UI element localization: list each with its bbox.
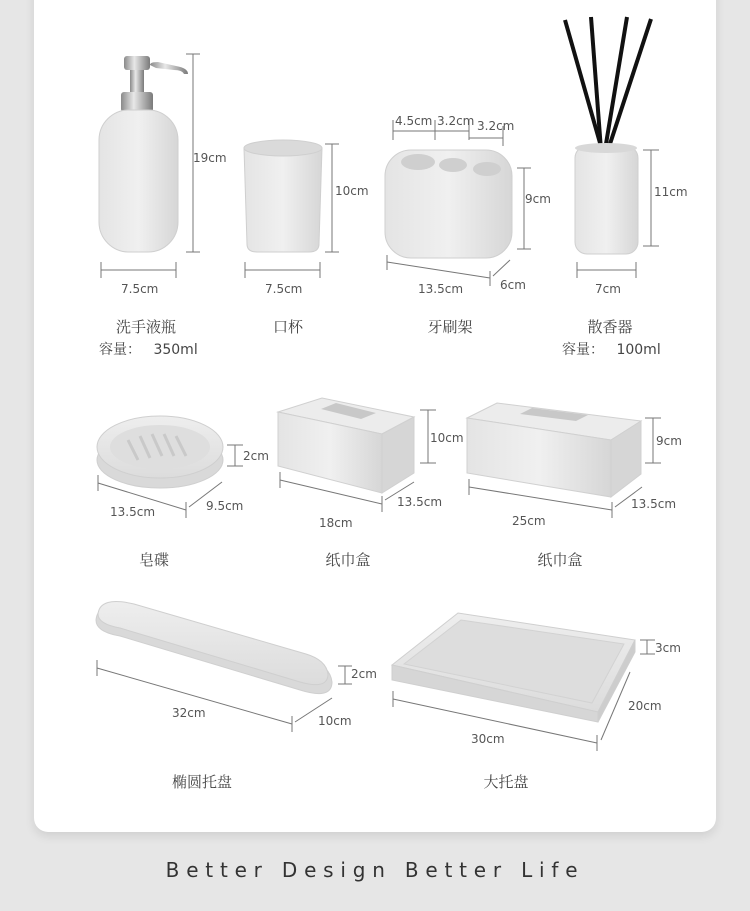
dispenser-width-label: 7.5cm: [121, 282, 159, 296]
tissue-small-length-label: 18cm: [319, 516, 353, 530]
oval-tray-depth-label: 10cm: [318, 714, 352, 728]
slogan: Better Design Better Life: [165, 858, 585, 882]
cup-width-label: 7.5cm: [265, 282, 303, 296]
holder-depth-label: 6cm: [500, 278, 526, 292]
soap-dish-length-label: 13.5cm: [110, 505, 156, 519]
holder-hole1-label: 4.5cm: [395, 114, 433, 128]
large-tray-height-label: 3cm: [655, 641, 681, 655]
toothbrush-holder: [385, 150, 512, 258]
dispenser-height-label: 19cm: [193, 151, 227, 165]
holder-length-label: 13.5cm: [418, 282, 464, 296]
tissue-box-large: [467, 403, 641, 497]
capacity-value: 350ml: [153, 342, 198, 358]
diffuser-capacity: [562, 341, 661, 359]
diffuser-height-label: 11cm: [654, 185, 688, 199]
tissue-box-small: [278, 398, 414, 493]
product-name-toothbrush-holder: 牙刷架: [427, 318, 473, 336]
product-name-cup: 口杯: [272, 318, 303, 336]
capacity-label: 容量：: [562, 342, 604, 358]
tissue-large-depth-label: 13.5cm: [631, 497, 677, 511]
oval-tray-length-label: 32cm: [172, 706, 206, 720]
cup: [244, 140, 322, 252]
soap-dish: [97, 416, 223, 488]
holder-hole2-label: 3.2cm: [437, 114, 475, 128]
reed-diffuser: [565, 17, 651, 254]
product-name-tissue-large: 纸巾盒: [537, 551, 583, 569]
product-name-diffuser: 散香器: [587, 318, 633, 336]
product-name-large-tray: 大托盘: [483, 773, 529, 791]
soap-dish-height-label: 2cm: [243, 449, 269, 463]
tissue-large-length-label: 25cm: [512, 514, 546, 528]
tissue-small-depth-label: 13.5cm: [397, 495, 443, 509]
product-name-oval-tray: 椭圆托盘: [171, 773, 232, 791]
oval-tray-height-label: 2cm: [351, 667, 377, 681]
soap-dish-depth-label: 9.5cm: [206, 499, 244, 513]
tissue-small-height-label: 10cm: [430, 431, 464, 445]
large-tray: [392, 613, 635, 722]
cup-height-label: 10cm: [335, 184, 369, 198]
diffuser-width-label: 7cm: [595, 282, 621, 296]
product-name-dispenser: 洗手液瓶: [115, 318, 176, 336]
holder-hole3-label: 3.2cm: [477, 119, 515, 133]
capacity-value: 100ml: [616, 342, 661, 358]
soap-dispenser: [99, 56, 188, 252]
large-tray-depth-label: 20cm: [628, 699, 662, 713]
tissue-large-height-label: 9cm: [656, 434, 682, 448]
product-name-tissue-small: 纸巾盒: [325, 551, 371, 569]
oval-tray: [96, 602, 332, 694]
capacity-label: 容量：: [99, 342, 141, 358]
holder-height-label: 9cm: [525, 192, 551, 206]
dispenser-capacity: [99, 341, 198, 359]
large-tray-length-label: 30cm: [471, 732, 505, 746]
product-name-soap-dish: 皂碟: [138, 551, 169, 569]
